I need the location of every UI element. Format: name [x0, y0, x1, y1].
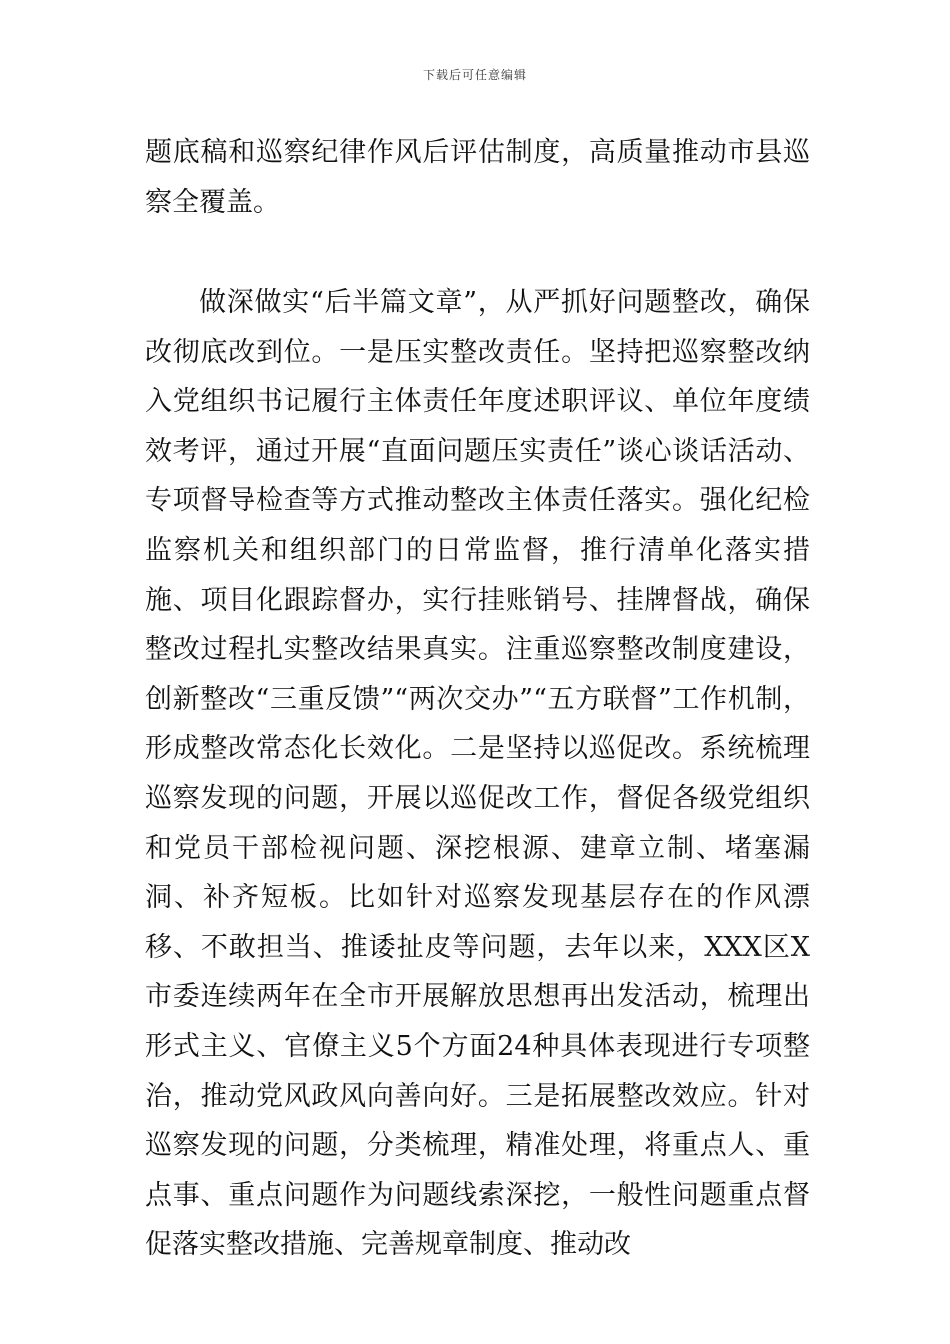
paragraph-rectification: 做深做实“后半篇文章”，从严抓好问题整改，确保改彻底改到位。一是压实整改责任。坚持把巡察整改纳入党组织书记履行主体责任年度述职评议、单位年度绩效考评，通过开展“直面问题压实责任”谈心谈话活动、专项督导检查等方式推动整改主体责任落实。强化纪检监察机关和组织部门的日常监督，推行清单化落实措施、项目化跟踪督办，实行挂账销号、挂牌督战，确保整改过程扎实整改结果真实。注重巡察整改制度建设，创新整改“三重反馈”“两次交办”“五方联督”工作机制，形成整改常态化长效化。二是坚持以巡促改。系统梳理巡察发现的问题，开展以巡促改工作，督促各级党组织和党员干部检视问题、深挖根源、建章立制、堵塞漏洞、补齐短板。比如针对巡察发现基层存在的作风漂移、不敢担当、推诿扯皮等问题，去年以来，XXX区X市委连续两年在全市开展解放思想再出发活动，梳理出形式主义、官僚主义5个方面24种具体表现进行专项整治，推动党风政风向善向好。三是拓展整改效应。针对巡察发现的问题，分类梳理，精准处理，将重点人、重点事、重点问题作为问题线索深挖，一般性问题重点督促落实整改措施、完善规章制度、推动改 — [145, 287, 810, 1261]
page-header-note: 下载后可任意编辑 — [422, 68, 527, 82]
paragraph-continuation: 题底稿和巡察纪律作风后评估制度，高质量推动市县巡察全覆盖。 — [145, 137, 810, 218]
